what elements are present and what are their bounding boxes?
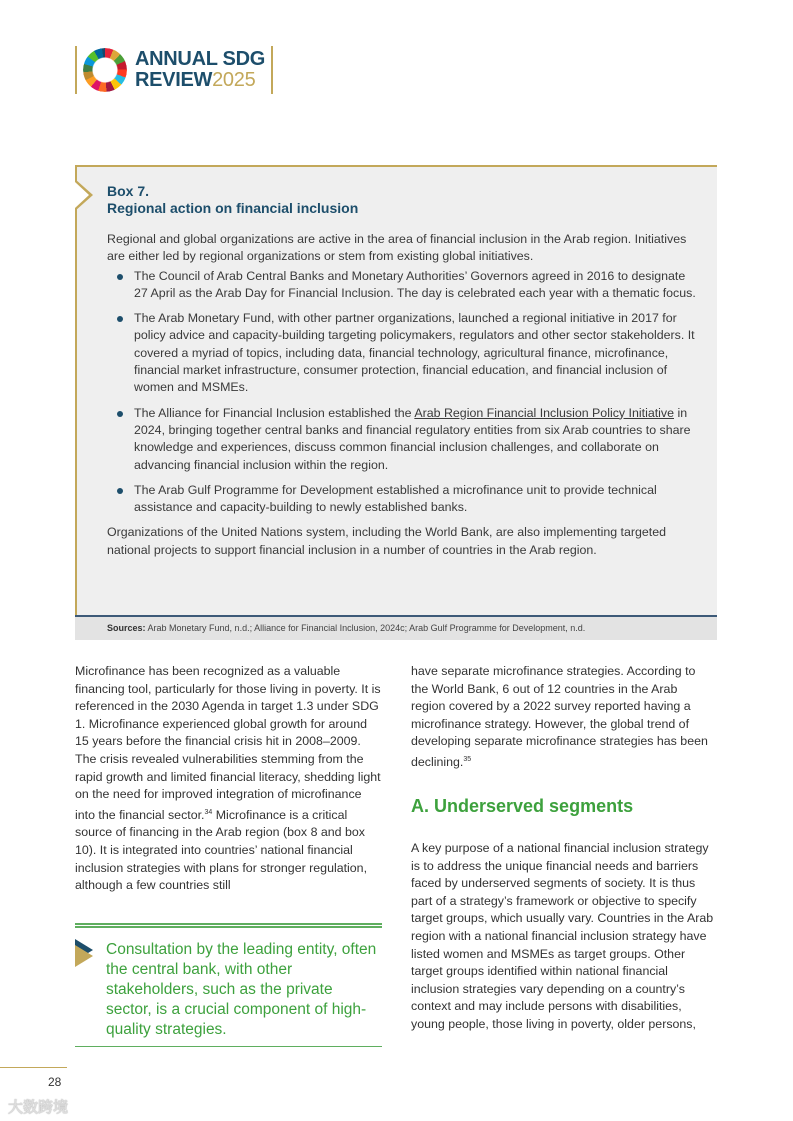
body-text: have separate microfinance strategies. According to the World Bank, 6 out of 12 countries in the Arab region covered by a 2022 survey reported having a microfinance strategy. However, the global trend of developing separate microfinance strategies has been declining. (411, 664, 708, 770)
sdg-wheel-icon (83, 48, 127, 92)
left-column (75, 663, 383, 895)
box-intro: Regional and global organizations are active in the area of financial inclusion in the Arab region. Initiatives are either led by regional organizations or stem from existing global initiatives. (107, 232, 687, 264)
bullet-text: in 2024, bringing together central banks and financial regulatory entities from six Arab countries to share knowledge and experiences, discuss common financial inclusion challenges, and collaborate on advancing financial inclusion within the region. (134, 405, 691, 472)
footer-rule (0, 1067, 67, 1068)
logo-line1: ANNUAL SDG (135, 48, 265, 70)
sources-text: Arab Monetary Fund, n.d.; Alliance for Financial Inclusion, 2024c; Arab Gulf Programme for Development, n.d. (145, 623, 586, 633)
right-column-bottom (411, 840, 716, 1034)
logo-year: 2025 (212, 69, 256, 91)
box-heading: Regional action on financial inclusion (107, 200, 359, 216)
footnote-ref[interactable]: 35 (463, 755, 472, 763)
logo-line2: REVIEW (135, 69, 213, 91)
logo-text (135, 49, 265, 91)
arab-region-initiative-link[interactable]: Arab Region Financial Inclusion Policy Initiative (414, 405, 674, 420)
right-column-top (411, 663, 711, 772)
body-text: Microfinance has been recognized as a valuable financing tool, particularly for those living in poverty. It is referenced in the 2030 Agenda in target 1.3 under SDG 1. Microfinance experienced global growth for around 15 years before the financial crisis hit in 2008–2009. The crisis revealed vulnerabilities stemming from the rapid growth and limited financial literacy, shedding light on the need for improved integration of microfinance into the financial sector. (75, 664, 381, 822)
list-item: The Council of Arab Central Banks and Monetary Authorities’ Governors agreed in 2016 to designate 27 April as the Arab Day for Financial Inclusion. The day is celebrated each year with a thematic focus. (107, 268, 697, 303)
footnote-ref[interactable]: 34 (204, 808, 213, 816)
box-outro: Organizations of the United Nations system, including the World Bank, are also implementing targeted national projects to support financial inclusion in a number of countries in the Arab region. (107, 525, 667, 557)
pull-quote-text: Consultation by the leading entity, often the central bank, with other stakeholders, such as the private sector, is a crucial component of high-quality strategies. (106, 941, 377, 1038)
box-sources (75, 617, 717, 640)
body-text: A key purpose of a national financial inclusion strategy is to address the unique financial needs and barriers faced by underserved segments of society. It is thus part of a strategy’s framework or objective to specify target groups, which usually vary. Countries in the Arab region with a national financial inclusion strategy have listed women and MSMEs as target groups. Other target groups identified within national financial inclusion strategies vary depending on a country’s context and may include persons with disabilities, young people, those living in poverty, older persons, (411, 841, 714, 1031)
box-bullet-list (107, 268, 697, 517)
box-7 (75, 165, 717, 638)
bullet-text: The Alliance for Financial Inclusion established the (134, 405, 415, 420)
pull-quote (75, 923, 382, 1047)
quote-arrow-shadow-icon (75, 945, 93, 967)
box-arrow-icon (75, 179, 93, 211)
box-body (107, 231, 697, 559)
box-title (107, 183, 358, 217)
watermark: 大数跨境 (8, 1099, 69, 1116)
body-text: Microfinance is a critical source of financing in the Arab region (box 8 and box 10). It is integrated into countries’ national financial inclusion strategies with plans for stronger regulation, although a few countries still (75, 807, 368, 893)
sources-label: Sources: (107, 623, 146, 633)
page-number: 28 (48, 1075, 62, 1089)
list-item (107, 405, 697, 474)
section-heading: A. Underserved segments (411, 796, 634, 816)
list-item: The Arab Monetary Fund, with other partner organizations, launched a regional initiative in 2017 for policy advice and capacity-building targeting policymakers, regulators and other sector stakeholders. It covered a myriad of topics, including data, financial technology, agricultural finance, microfinance, financial market infrastructure, consumer protection, financial education, and financial inclusion of women and MSMEs. (107, 310, 697, 396)
sdg-review-logo (75, 46, 273, 94)
box-label: Box 7. (107, 183, 150, 199)
list-item: The Arab Gulf Programme for Development established a microfinance unit to provide technical assistance and capacity-building to newly established banks. (107, 482, 697, 517)
